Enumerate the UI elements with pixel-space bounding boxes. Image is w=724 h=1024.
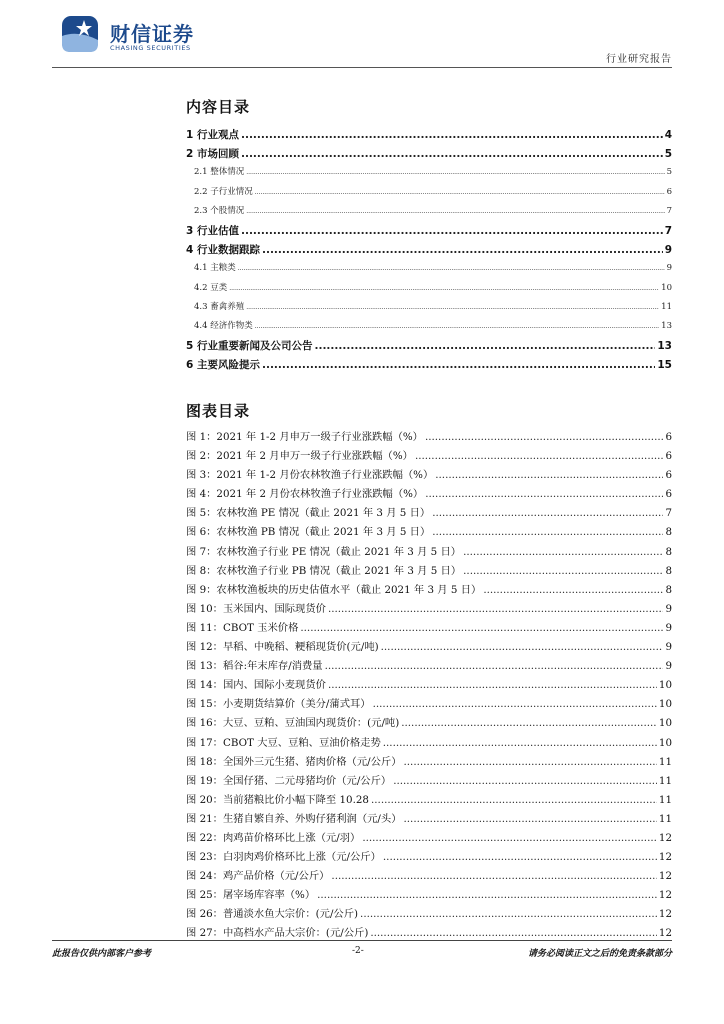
figure-entry[interactable]: 图 7：农林牧渔子行业 PE 情况（截止 2021 年 3 月 5 日） ..... 8 bbox=[186, 543, 672, 562]
toc-entry[interactable]: 2.2 子行业情况 ..... 6 bbox=[186, 185, 672, 204]
figure-entry[interactable]: 图 5：农林牧渔 PE 情况（截止 2021 年 3 月 5 日） ..... 7 bbox=[186, 504, 672, 523]
logo-english-name: CHASING SECURITIES bbox=[110, 44, 191, 52]
figure-entry[interactable]: 图 10：玉米国内、国际现货价 ..... 9 bbox=[186, 600, 672, 619]
figure-entry[interactable]: 图 26：普通淡水鱼大宗价：(元/公斤) ..... 12 bbox=[186, 905, 672, 924]
figure-entry[interactable]: 图 18：全国外三元生猪、猪肉价格（元/公斤） ..... 11 bbox=[186, 753, 672, 772]
toc-entry[interactable]: 3 行业估值 ..... 7 bbox=[186, 223, 672, 242]
figure-entry[interactable]: 图 3：2021 年 1-2 月份农林牧渔子行业涨跌幅（%） ..... 6 bbox=[186, 466, 672, 485]
figure-entry[interactable]: 图 11：CBOT 玉米价格 ..... 9 bbox=[186, 619, 672, 638]
figure-entry[interactable]: 图 19：全国仔猪、二元母猪均价（元/公斤） ..... 11 bbox=[186, 772, 672, 791]
page-header bbox=[52, 14, 672, 66]
logo-chinese-name: 财信证券 bbox=[110, 22, 194, 46]
toc-entry[interactable]: 4.3 畜禽养殖 ..... 11 bbox=[186, 300, 672, 319]
figure-entry[interactable]: 图 24：鸡产品价格（元/公斤） ..... 12 bbox=[186, 867, 672, 886]
figure-entry[interactable]: 图 13：稻谷:年末库存/消费量 ..... 9 bbox=[186, 657, 672, 676]
toc-entry[interactable]: 4.4 经济作物类 ..... 13 bbox=[186, 319, 672, 338]
footer-disclaimer-right: 请务必阅读正文之后的免责条款部分 bbox=[527, 949, 672, 959]
figure-entry[interactable]: 图 21：生猪自繁自养、外购仔猪利润（元/头） ..... 11 bbox=[186, 810, 672, 829]
figure-entry[interactable]: 图 23：白羽肉鸡价格环比上涨（元/公斤） ..... 12 bbox=[186, 848, 672, 867]
figure-entry[interactable]: 图 9：农林牧渔板块的历史估值水平（截止 2021 年 3 月 5 日） ..... 8 bbox=[186, 581, 672, 600]
toc-entry[interactable]: 1 行业观点 ..... 4 bbox=[186, 127, 672, 146]
list-of-figures bbox=[186, 428, 672, 944]
toc-entry[interactable]: 6 主要风险提示 ..... 15 bbox=[186, 357, 672, 376]
figure-entry[interactable]: 图 12：早稻、中晚稻、粳稻现货价(元/吨) ..... 9 bbox=[186, 638, 672, 657]
figure-entry[interactable]: 图 25：屠宰场库容率（%） ..... 12 bbox=[186, 886, 672, 905]
figure-entry[interactable]: 图 2：2021 年 2 月申万一级子行业涨跌幅（%） ..... 6 bbox=[186, 447, 672, 466]
figure-entry[interactable]: 图 4：2021 年 2 月份农林牧渔子行业涨跌幅（%） ..... 6 bbox=[186, 485, 672, 504]
toc-entry[interactable]: 5 行业重要新闻及公司公告 ..... 13 bbox=[186, 338, 672, 357]
toc-entry[interactable]: 4.2 豆类 ..... 10 bbox=[186, 281, 672, 300]
toc-entry[interactable]: 2.1 整体情况 ..... 5 bbox=[186, 165, 672, 184]
figure-entry[interactable]: 图 8：农林牧渔子行业 PB 情况（截止 2021 年 3 月 5 日） ..... 8 bbox=[186, 562, 672, 581]
page-number: -2- bbox=[352, 946, 364, 956]
figure-entry[interactable]: 图 27：中高档水产品大宗价：(元/公斤) ..... 12 bbox=[186, 924, 672, 943]
figure-entry[interactable]: 图 16：大豆、豆粕、豆油国内现货价：(元/吨) ..... 10 bbox=[186, 714, 672, 733]
header-divider bbox=[52, 67, 672, 68]
table-of-contents bbox=[186, 127, 672, 376]
company-logo-icon bbox=[60, 14, 100, 54]
footer-divider bbox=[52, 940, 672, 941]
footer-disclaimer-left: 此报告仅供内部客户参考 bbox=[52, 949, 152, 959]
figure-entry[interactable]: 图 6：农林牧渔 PB 情况（截止 2021 年 3 月 5 日） ..... 8 bbox=[186, 523, 672, 542]
figure-entry[interactable]: 图 1：2021 年 1-2 月申万一级子行业涨跌幅（%） ..... 6 bbox=[186, 428, 672, 447]
figure-entry[interactable]: 图 15：小麦期货结算价（美分/蒲式耳） ..... 10 bbox=[186, 695, 672, 714]
toc-entry[interactable]: 2.3 个股情况 ..... 7 bbox=[186, 204, 672, 223]
toc-title: 内容目录 bbox=[186, 98, 251, 116]
report-type-label: 行业研究报告 bbox=[606, 54, 672, 65]
figure-entry[interactable]: 图 22：肉鸡苗价格环比上涨（元/羽） ..... 12 bbox=[186, 829, 672, 848]
toc-entry[interactable]: 2 市场回顾 ..... 5 bbox=[186, 146, 672, 165]
figure-entry[interactable]: 图 20：当前猪粮比价小幅下降至 10.28 ..... 11 bbox=[186, 791, 672, 810]
figure-entry[interactable]: 图 14：国内、国际小麦现货价 ..... 10 bbox=[186, 676, 672, 695]
figures-title: 图表目录 bbox=[186, 402, 251, 420]
toc-entry[interactable]: 4 行业数据跟踪 ..... 9 bbox=[186, 242, 672, 261]
toc-entry[interactable]: 4.1 主粮类 ..... 9 bbox=[186, 261, 672, 280]
figure-entry[interactable]: 图 17：CBOT 大豆、豆粕、豆油价格走势 ..... 10 bbox=[186, 734, 672, 753]
